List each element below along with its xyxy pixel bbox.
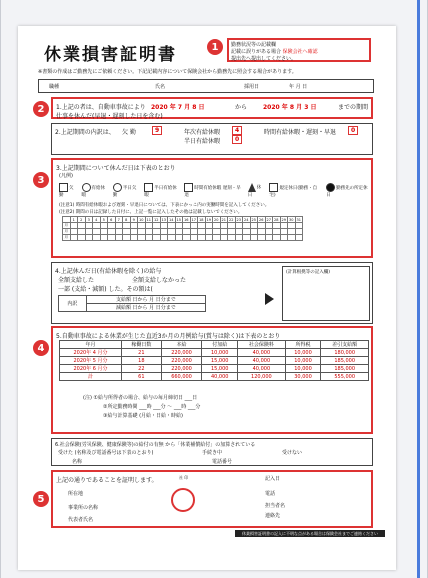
salary-total-row — [60, 373, 369, 381]
legend-company-holiday: 勤務先の所定休日 — [326, 185, 368, 198]
salary-cell[interactable]: 10,000 — [202, 349, 238, 357]
day-header: 30 — [289, 217, 294, 222]
salary-cell[interactable]: 10,000 — [285, 357, 321, 365]
salary-cell[interactable]: 40,000 — [238, 357, 286, 365]
day-cell[interactable] — [220, 235, 228, 241]
company-label: 事業所の名称 — [68, 505, 99, 511]
day-header: 3 — [85, 217, 93, 223]
day-cell[interactable] — [108, 235, 116, 241]
holiday-icon — [248, 182, 256, 192]
day-cell[interactable] — [175, 235, 183, 241]
day-cell[interactable] — [228, 235, 236, 241]
note-a: (注) ①給与所得者の場合、給与の毎月締切日 ___日 — [83, 395, 198, 401]
salary-cell[interactable]: 2020年 6 月分 — [60, 365, 122, 373]
day-header: 6 — [108, 217, 116, 223]
day-header: 23 — [236, 217, 241, 222]
document-title: 休業損害証明書 — [44, 45, 177, 65]
header-line2: 記載に誤りがある場合 — [231, 49, 282, 55]
salary-cell[interactable]: 185,000 — [321, 357, 369, 365]
day-cell[interactable] — [288, 235, 296, 241]
salary-header: 所得税 — [285, 341, 321, 349]
absence-icon — [59, 183, 68, 192]
day-cell[interactable] — [198, 235, 206, 241]
day-cell[interactable] — [130, 235, 138, 241]
stamp-label: 社 印 — [179, 475, 189, 480]
day-header: 19 — [206, 217, 211, 222]
late-value[interactable]: 0 — [348, 126, 358, 135]
day-header: 31 — [296, 217, 301, 222]
day-header: 20 — [214, 217, 219, 222]
day-cell[interactable] — [78, 235, 86, 241]
day-cell[interactable] — [265, 235, 273, 241]
day-cell[interactable] — [190, 235, 198, 241]
salary-cell[interactable]: 40,000 — [238, 365, 286, 373]
day-header: 13 — [161, 217, 166, 222]
salary-total-cell: 555,000 — [321, 373, 369, 381]
section5-box — [51, 326, 373, 434]
salary-cell[interactable]: 10,000 — [285, 365, 321, 373]
footer-notice: 休業損害証明書の記入に不明な点がある場合は保険会社までご連絡ください — [235, 530, 385, 537]
opt-full-paid[interactable]: 全額支給した — [58, 277, 95, 284]
day-header: 2 — [78, 217, 86, 223]
day-cell[interactable] — [160, 235, 168, 241]
day-cell[interactable] — [273, 235, 281, 241]
marker-2: 2 — [33, 101, 49, 117]
half-absence-icon — [113, 183, 122, 192]
marker-5: 5 — [33, 491, 49, 507]
marker-4: 4 — [33, 340, 49, 356]
calc-basis-label: (計算根拠等の記入欄) — [286, 270, 331, 275]
section1-prefix: 1.上記の者は、自動車事故により — [56, 104, 146, 111]
day-header: 17 — [191, 217, 196, 222]
legend-title: (凡例) — [59, 173, 73, 179]
legend-row — [59, 182, 371, 198]
marker-3: 3 — [33, 172, 49, 188]
section5-title: 5.自動車事故による休業が生じた直近3か月の月例給与(賞与は除く)は下表のとおり — [56, 333, 281, 340]
day-header: 9 — [130, 217, 138, 223]
paid-leave-icon — [82, 183, 91, 192]
day-cell[interactable] — [70, 235, 78, 241]
salary-header: 付加給 — [202, 341, 238, 349]
day-cell[interactable] — [258, 235, 266, 241]
absence-label: 欠 勤 — [122, 129, 136, 136]
section4-detail-table — [58, 295, 206, 312]
day-header: 5 — [100, 217, 108, 223]
salary-cell[interactable]: 15,000 — [202, 365, 238, 373]
salary-cell[interactable]: 22 — [122, 365, 162, 373]
hire-label: 採用日 — [244, 84, 260, 90]
salary-cell[interactable]: 10,000 — [285, 349, 321, 357]
salary-cell[interactable]: 220,000 — [161, 349, 202, 357]
late-icon — [184, 183, 193, 192]
day-grid — [62, 216, 303, 241]
legend-absence: 欠勤 — [59, 185, 74, 198]
day-header: 22 — [229, 217, 234, 222]
late-label: 時間有給休暇・遅刻・早退 — [264, 129, 337, 136]
company-holiday-icon — [326, 183, 335, 192]
salary-header: 社会保険料 — [238, 341, 286, 349]
legend-holiday: 休日 — [247, 185, 262, 198]
date-label: 記入日 — [265, 476, 281, 482]
section2-title: 2.上記期間の内訳は、 — [55, 129, 115, 136]
scrollbar-track[interactable] — [417, 0, 420, 578]
legend-rest: 規定休日(勤務・自宅) — [269, 185, 318, 198]
day-header: 27 — [266, 217, 271, 222]
section2-box — [51, 123, 373, 155]
benefit-phone-label: 電話番号 — [212, 459, 233, 465]
certify-title: 上記の通りであることを証明します。 — [56, 477, 158, 484]
rep-label: 代表者氏名 — [68, 517, 94, 523]
detail-row-2: 減給額 日から 月 日分まで — [86, 304, 205, 312]
note2: (注意2) 期間の日は記録した日付に、上記一覧に記入したその他は記載しないでください。 — [59, 210, 243, 215]
section1-line2: 仕事を休んだ(早退・遅刻した日を含む) — [56, 113, 163, 120]
salary-cell[interactable]: 220,000 — [161, 365, 202, 373]
employee-row — [38, 79, 374, 93]
day-cell[interactable] — [235, 235, 243, 241]
opt-not-paid[interactable]: 全額支給しなかった — [132, 277, 187, 284]
company-seal-icon — [171, 488, 195, 512]
day-header: 16 — [184, 217, 189, 222]
day-header: 15 — [176, 217, 181, 222]
day-header: 29 — [281, 217, 286, 222]
day-cell[interactable] — [123, 235, 131, 241]
salary-total-cell: 61 — [122, 373, 162, 381]
from-date[interactable]: 2020 年 7 月 8 日 — [151, 104, 205, 111]
opt-partial[interactable]: 一部 (支給・減額) した。その額は( — [58, 286, 153, 293]
header-line1: 勤務状況等の記載欄 — [231, 42, 277, 48]
day-cell[interactable] — [295, 235, 303, 241]
day-header: 24 — [244, 217, 249, 222]
salary-total-cell: 660,000 — [161, 373, 202, 381]
paid-leave-value[interactable]: 4 — [232, 126, 242, 135]
half-leave-label: 半日有給休暇 — [184, 138, 221, 145]
legend-half-paid: 半日有給休暇 — [144, 185, 177, 198]
paid-leave-label: 年次有給休暇 — [184, 129, 221, 136]
absence-value[interactable]: 9 — [152, 126, 162, 135]
half-leave-value[interactable]: 0 — [232, 135, 242, 144]
day-cell[interactable] — [205, 235, 213, 241]
detail-label: 内訳 — [59, 296, 87, 312]
day-cell[interactable] — [93, 235, 101, 241]
day-cell[interactable] — [250, 235, 258, 241]
hire-date: 年 月 日 — [289, 84, 308, 90]
salary-header: 差引支給額 — [321, 341, 369, 349]
salary-header: 本給 — [161, 341, 202, 349]
phone-label: 電話 — [265, 491, 276, 497]
to-date[interactable]: 2020 年 8 月 3 日 — [263, 104, 317, 111]
certify-box — [51, 470, 373, 528]
day-header: 14 — [169, 217, 174, 222]
salary-cell[interactable]: 18 — [122, 357, 162, 365]
notice-text: ※書類の作成はご勤務先にご依頼ください。下記記載内容について保険会社から勤務先に照会する場合があります。 — [38, 69, 297, 75]
section4-title: 4.上記休んだ日(有給休暇を除く)の給与 — [55, 268, 162, 275]
from-label: から — [235, 104, 248, 111]
day-header: 12 — [154, 217, 159, 222]
office-label: 所在地 — [68, 491, 84, 497]
day-header: 4 — [93, 217, 101, 223]
section3-box — [51, 158, 373, 258]
salary-total-cell: 計 — [60, 373, 122, 381]
header-red-box — [227, 38, 371, 62]
day-cell[interactable] — [100, 235, 108, 241]
day-cell[interactable] — [213, 235, 221, 241]
salary-cell[interactable]: 220,000 — [161, 357, 202, 365]
day-header: 8 — [123, 217, 131, 223]
salary-cell[interactable]: 15,000 — [202, 357, 238, 365]
day-header: 1 — [70, 217, 78, 223]
opt-received[interactable]: 受けた (名称及び電話番号は下表のとおり) — [58, 450, 154, 456]
detail-row-1: 支給額 日から 月 日分まで — [86, 296, 205, 304]
name-label: 氏名 — [155, 84, 166, 90]
day-header: 10 — [139, 217, 144, 222]
to-label: までの期間 — [338, 104, 369, 111]
arrow-icon — [265, 293, 274, 305]
job-label: 職種 — [49, 84, 60, 90]
salary-table — [59, 340, 369, 381]
salary-header: 稼働日数 — [122, 341, 162, 349]
salary-cell[interactable]: 185,000 — [321, 365, 369, 373]
day-cell[interactable] — [115, 235, 123, 241]
month-label: 月 — [64, 235, 68, 239]
day-cell[interactable] — [280, 235, 288, 241]
header-line3: 提出先へ提出してください。 — [231, 56, 297, 62]
section3-title: 3.上記期間について休んだ日は下表のとおり — [56, 165, 176, 172]
month-label: 月 — [64, 229, 68, 233]
day-header: 18 — [199, 217, 204, 222]
section6-box — [51, 438, 373, 466]
note-b: ②所定勤務時間 ___時 ___分 〜 ___時 ___分 — [103, 404, 201, 410]
salary-cell[interactable]: 21 — [122, 349, 162, 357]
note1: (注意1) 時間有給休暇および遅刻・早退日については、下表にかっこ内の実働時間を記入してください。 — [59, 203, 270, 208]
marker-1: 1 — [207, 39, 223, 55]
day-cell[interactable] — [183, 235, 191, 241]
day-header: 28 — [274, 217, 279, 222]
day-cell[interactable] — [145, 235, 153, 241]
legend-late: 時間有給休暇 遅刻・早退 — [184, 185, 241, 198]
salary-cell[interactable]: 2020年 4 月分 — [60, 349, 122, 357]
contact-label: 連絡先 — [265, 513, 281, 519]
half-paid-icon — [144, 183, 153, 192]
header-line2-red: 保険会社へ確認 — [282, 49, 318, 55]
legend-half-absence: 半日欠勤 — [112, 185, 137, 198]
section1-box — [51, 97, 373, 119]
day-cell[interactable] — [153, 235, 161, 241]
benefit-name-label: 名称 — [72, 459, 83, 465]
day-header: 7 — [115, 217, 123, 223]
day-header: 25 — [251, 217, 256, 222]
day-cell[interactable] — [243, 235, 251, 241]
salary-row — [60, 349, 369, 357]
salary-cell[interactable]: 180,000 — [321, 349, 369, 357]
salary-total-cell: 30,000 — [285, 373, 321, 381]
calc-basis-box[interactable] — [282, 266, 370, 321]
day-header: 21 — [221, 217, 226, 222]
opt-in-progress[interactable]: 手続き中 — [202, 450, 223, 456]
person-label: 担当者名 — [265, 503, 286, 509]
day-header: 11 — [146, 217, 151, 222]
day-cell[interactable] — [138, 235, 146, 241]
section4-box — [51, 262, 373, 324]
salary-total-cell: 120,000 — [238, 373, 286, 381]
salary-row — [60, 365, 369, 373]
salary-row — [60, 357, 369, 365]
day-header: 26 — [259, 217, 264, 222]
section6-title: 6.社会保険(労災保険、健康保険等)の給付の有無 から「休業補償給付」の加算されている — [55, 442, 256, 448]
salary-cell[interactable]: 40,000 — [238, 349, 286, 357]
day-cell[interactable] — [168, 235, 176, 241]
rest-icon — [269, 183, 278, 192]
salary-total-cell: 40,000 — [202, 373, 238, 381]
month-label: 月 — [64, 223, 68, 227]
opt-not-received[interactable]: 受けない — [282, 450, 303, 456]
salary-cell[interactable]: 2020年 5 月分 — [60, 357, 122, 365]
legend-paid: 有給休暇 — [81, 185, 106, 198]
note-c: ③給与計算基礎 (月給・日給・時給) — [103, 413, 183, 419]
day-cell[interactable] — [85, 235, 93, 241]
salary-header: 年月 — [60, 341, 122, 349]
